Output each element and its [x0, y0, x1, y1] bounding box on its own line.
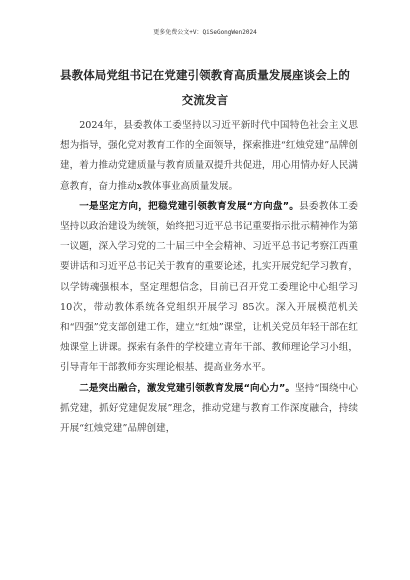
- paragraph-intro-text: 2024年，县委教体工委坚持以习近平新时代中国特色社会主义思想为指导，强化党对教育工作的全面领导，探索推进“红烛党建”品牌创建，着力推动党建质量与教育质量双提升共促进，用心用情办好人民满意教育，奋力推动x教体事业高质量发展。: [60, 120, 358, 192]
- paragraph-intro: [60, 116, 358, 197]
- paragraph-point-1: [60, 197, 358, 379]
- paragraph-point-2-heading: 二是突出融合，激发党建引领教育发展“向心力”。: [79, 382, 296, 394]
- paragraph-point-1-heading: 一是坚定方向，把稳党建引领教育发展“方向盘”。: [79, 200, 300, 212]
- document-title-line-2: 交流发言: [181, 93, 229, 107]
- paragraph-point-1-text: 县委教体工委坚持以政治建设为统领，始终把习近平总书记重要指示批示精神作为第一议题，深入学习党的二十届三中全会精神、习近平总书记考察江西重要讲话和习近平总书记关于教育的重要论述，扎实开展党纪学习教育，以学铸魂强根本，坚定理想信念，目前已召开党工委理论中心组学习 10次，带动教体系统各党组织开展学习 85次。深入开展模范机关和“四强”党支部创建工作，建立“红烛”课堂，让机关党员年轻干部在红烛课堂上讲课。探索有条件的学校建立青年干部、教师理论学习小组，引导青年干部教师夯实理论根基、提高业务水平。: [60, 200, 358, 374]
- paragraph-point-2: [60, 379, 358, 440]
- paragraph-point-2-text: 坚持“围绕中心抓党建，抓好党建促发展”理念，推动党建与教育工作深度融合，持续开展“红烛党建”品牌创建，: [60, 382, 358, 435]
- document-body: [60, 116, 358, 439]
- header-watermark: 更多免费公文+V：QiSeGongWen2024: [153, 29, 257, 36]
- document-title-line-1: 县教体局党组书记在党建引领教育高质量发展座谈会上的: [60, 68, 350, 82]
